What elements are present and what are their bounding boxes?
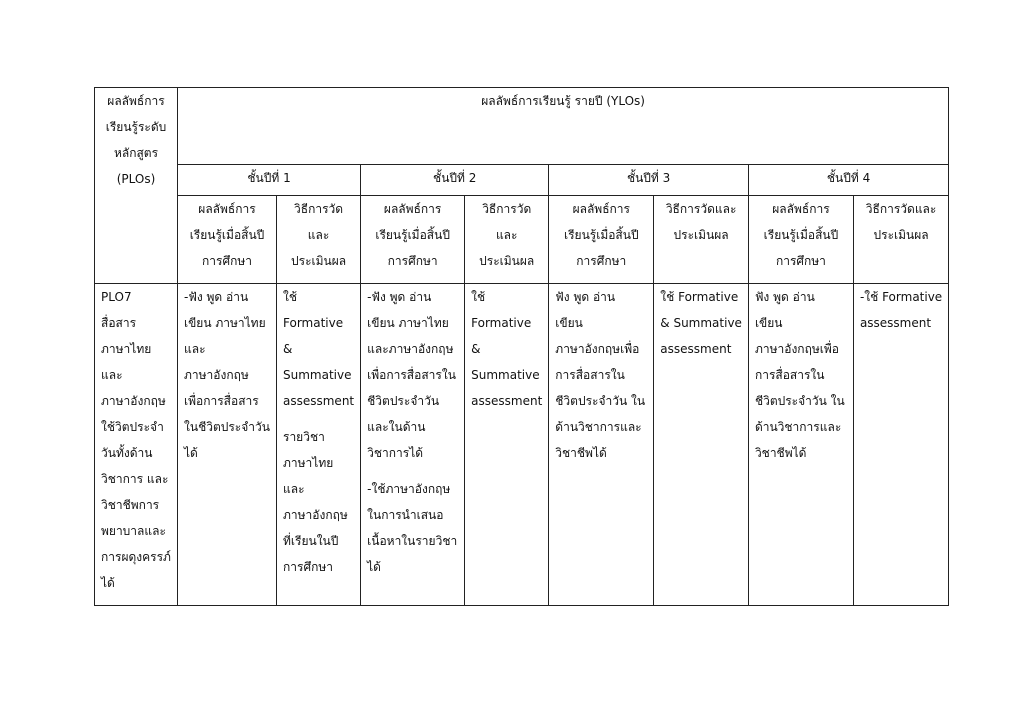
text-line: และภาษาอังกฤษ (367, 342, 454, 356)
text-line: (PLOs) (116, 172, 156, 186)
ylo-header: ผลลัพธ์การเรียนรู้ รายปี (YLOs) (481, 94, 645, 108)
text-line: Formative (471, 316, 532, 330)
subheader-outcome-y1 (178, 196, 277, 284)
text-line: -ใช้ Formative (859, 290, 943, 304)
text-line: Summative (471, 368, 540, 382)
text-line: ภาษาอังกฤษเพื่อ (555, 342, 640, 356)
text-line: การสื่อสารใน (754, 368, 825, 382)
text-line: และ (101, 368, 123, 382)
text-line: การศึกษา (387, 254, 438, 268)
text-line: ประเมินผล (479, 254, 535, 268)
subheader-method-y1 (277, 196, 361, 284)
text-line: และ (307, 228, 330, 242)
text-line: รายวิชา (283, 430, 325, 444)
text-line: การสื่อสารใน (555, 368, 625, 382)
text-line: ประเมินผล (873, 228, 929, 242)
text-line: การศึกษา (775, 254, 826, 268)
y2-method-cell (465, 284, 549, 606)
subheader-outcome-y3 (549, 196, 654, 284)
subheader-outcome-y4 (748, 196, 853, 284)
text-line: ประเมินผล (673, 228, 729, 242)
text-line: เพื่อการสื่อสาร (184, 394, 259, 408)
text-line: & (471, 342, 481, 356)
subheader-method-y4 (853, 196, 948, 284)
text-line: ฟัง พูด อ่าน (754, 290, 815, 304)
y1-method-cell (277, 284, 361, 606)
y3-outcome-cell (549, 284, 654, 606)
text-line: เรียนรู้เมื่อสิ้นปี (563, 228, 639, 242)
text-line: ฟัง พูด อ่าน (555, 290, 616, 304)
text-line: เรียนรู้ระดับ (105, 120, 167, 134)
text-line: ที่เรียนในปี (283, 534, 339, 548)
text-line: ใช้ (283, 290, 298, 304)
text-line: ภาษาอังกฤษเพื่อ (754, 342, 839, 356)
text-line: พยาบาลและ (101, 524, 166, 538)
ylo-header-cell (178, 88, 949, 165)
text-line: วิธีการวัด (482, 202, 532, 216)
text-line: เขียน (555, 316, 583, 330)
text-line: วิชาชีพได้ (555, 446, 607, 460)
text-line: เพื่อการสื่อสารใน (367, 368, 456, 382)
text-line: วิธีการวัดและ (665, 202, 737, 216)
text-line: ภาษาอังกฤษ (184, 368, 249, 382)
subheader-outcome-y2 (361, 196, 465, 284)
text-line: -ฟัง พูด อ่าน (367, 290, 432, 304)
subheader-method-y2 (465, 196, 549, 284)
y1-outcome-cell (178, 284, 277, 606)
text-line: ด้านวิชาการและ (754, 420, 842, 434)
text-line: ผลลัพธ์การ (572, 202, 630, 216)
text-line: เนื้อหาในรายวิชา (367, 534, 458, 548)
plo7-cell (95, 284, 178, 606)
text-line: และในด้าน (367, 420, 426, 434)
y4-outcome-cell (748, 284, 853, 606)
text-line: ในชีวิตประจำวัน (184, 420, 270, 434)
text-line: การศึกษา (576, 254, 627, 268)
text-line: assessment (859, 316, 932, 330)
text-line: วันทั้งด้าน (101, 446, 153, 460)
subheader-method-y3 (654, 196, 749, 284)
text-line: ประเมินผล (291, 254, 347, 268)
text-line: ใช้ Formative (660, 290, 739, 304)
text-line: & Summative (660, 316, 742, 330)
text-line: assessment (283, 394, 355, 408)
header-row (95, 88, 949, 165)
text-line: เรียนรู้เมื่อสิ้นปี (763, 228, 839, 242)
y2-outcome-cell (361, 284, 465, 606)
text-line: ชีวิตประจำวัน ใน (754, 394, 845, 408)
text-line: การผดุงครรภ์ (101, 550, 171, 564)
text-line: Formative (283, 316, 344, 330)
text-line: หลักสูตร (113, 146, 159, 160)
text-line: ภาษาไทย (101, 342, 152, 356)
text-line: ใช้วิตประจำ (101, 420, 164, 434)
text-line: สื่อสาร (101, 316, 137, 330)
text-line: Summative (283, 368, 352, 382)
text-line: ภาษาอังกฤษ (283, 508, 348, 522)
text-line: เขียน (754, 316, 783, 330)
plo-ylo-table (94, 87, 949, 606)
text-line: วิชาการ และ (101, 472, 169, 486)
text-line: ด้านวิชาการและ (555, 420, 642, 434)
text-line: -ฟัง พูด อ่าน (184, 290, 249, 304)
year-1-header: ชั้นปีที่ 1 (178, 165, 361, 196)
text-line: วิชาชีพได้ (754, 446, 807, 460)
text-line: ภาษาไทย (283, 456, 334, 470)
text-line: ชีวิตประจำวัน ใน (555, 394, 646, 408)
text-line: ได้ (184, 446, 198, 460)
y4-method-cell (853, 284, 948, 606)
text-line: ผลลัพธ์การ (383, 202, 442, 216)
text-line: เขียน ภาษาไทย (367, 316, 449, 330)
text-line: เขียน ภาษาไทย (184, 316, 266, 330)
subheader-row (95, 196, 949, 284)
text-line: PLO7 (101, 290, 132, 304)
text-line: ชีวิตประจำวัน (367, 394, 440, 408)
year-row (95, 165, 949, 196)
plo-header-cell (95, 88, 178, 284)
text-line: วิชาการได้ (367, 446, 424, 460)
text-line: วิชาชีพการ (101, 498, 160, 512)
text-line: ภาษาอังกฤษ (101, 394, 166, 408)
text-line: ใช้ (471, 290, 486, 304)
y3-method-cell (654, 284, 749, 606)
text-line: ผลลัพธ์การ (107, 94, 165, 108)
text-line: & (283, 342, 293, 356)
text-line: เรียนรู้เมื่อสิ้นปี (189, 228, 265, 242)
text-line: ในการนำเสนอ (367, 508, 444, 522)
year-4-header: ชั้นปีที่ 4 (748, 165, 948, 196)
text-line: และ (495, 228, 518, 242)
text-line: เรียนรู้เมื่อสิ้นปี (375, 228, 450, 242)
text-line: การศึกษา (283, 560, 333, 574)
text-line: การศึกษา (202, 254, 252, 268)
text-line: ผลลัพธ์การ (772, 202, 830, 216)
text-line: assessment (471, 394, 543, 408)
text-line: และ (283, 482, 305, 496)
text-line: -ใช้ภาษาอังกฤษ (367, 482, 451, 496)
text-line: และ (184, 342, 206, 356)
text-line: ได้ (367, 560, 381, 574)
year-3-header: ชั้นปีที่ 3 (549, 165, 749, 196)
text-line: วิธีการวัดและ (865, 202, 937, 216)
text-line: วิธีการวัด (294, 202, 344, 216)
table-row (95, 284, 949, 606)
text-line: assessment (660, 342, 732, 356)
year-2-header: ชั้นปีที่ 2 (361, 165, 549, 196)
text-line: ผลลัพธ์การ (198, 202, 256, 216)
text-line: ได้ (101, 576, 115, 590)
